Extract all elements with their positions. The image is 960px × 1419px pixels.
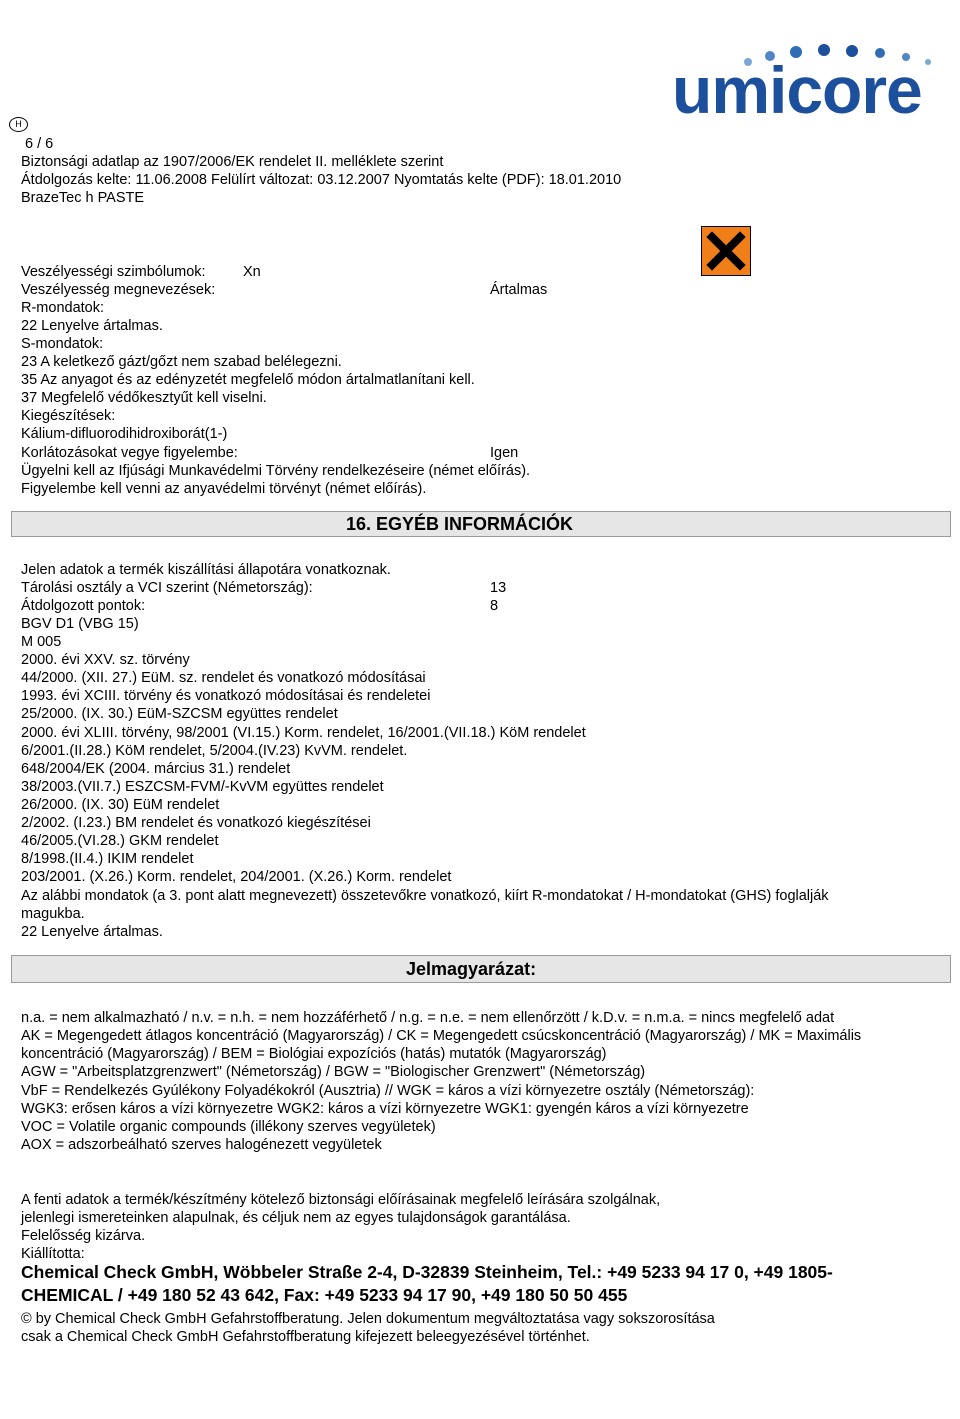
dates-line: Átdolgozás kelte: 11.06.2008 Felülírt változat: 03.12.2007 Nyomtatás kelte (PDF): 18.01.2010 — [21, 172, 622, 188]
issued-by-label: Kiállította: — [21, 1246, 85, 1262]
hazard-symbol-label: Veszélyességi szimbólumok: — [21, 264, 206, 280]
substance-name: Kálium-difluorodihidroxiborát(1-) — [21, 426, 228, 442]
page-number: 6 / 6 — [25, 136, 54, 152]
disclaimer-line: jelenlegi ismereteinken alapulnak, és céljuk nem az egyes tulajdonságok garantálása. — [21, 1210, 571, 1226]
ghs-note-continued: magukba. — [21, 906, 85, 922]
legend-line: AK = Megengedett átlagos koncentráció (Magyarország) / CK = Megengedett csúcskoncentráció (Magyarország) / MK = Maximális — [21, 1028, 862, 1044]
restrictions-value: Igen — [490, 445, 519, 461]
supplements-label: Kiegészítések: — [21, 408, 116, 424]
regulation-ref: 38/2003.(VII.7.) ESZCSM-FVM/-KvVM együttes rendelet — [21, 779, 384, 795]
regulation-ref: 648/2004/EK (2004. március 31.) rendelet — [21, 761, 291, 777]
language-badge: H — [9, 117, 28, 132]
harmful-x-icon — [701, 226, 751, 276]
revised-points-value: 8 — [490, 598, 499, 614]
s-phrases-label: S-mondatok: — [21, 336, 104, 352]
hazard-designation-label: Veszélyesség megnevezések: — [21, 282, 216, 298]
r22-phrase: 22 Lenyelve ártalmas. — [21, 924, 163, 940]
legend-line: n.a. = nem alkalmazható / n.v. = n.h. = nem hozzáférhető / n.g. = n.e. = nem ellenőrzött / k.D.v. = n.m.a. = nincs megfelelő adat — [21, 1010, 835, 1026]
s-phrase: 23 A keletkező gázt/gőzt nem szabad belélegezni. — [21, 354, 342, 370]
regulation-ref: 203/2001. (X.26.) Korm. rendelet, 204/2001. (X.26.) Korm. rendelet — [21, 869, 452, 885]
ghs-note: Az alábbi mondatok (a 3. pont alatt megnevezett) összetevőkre vonatkozó, kiírt R-mondatokat / H-mondatokat (GHS) foglalják — [21, 888, 829, 904]
legend-line: AGW = "Arbeitsplatzgrenzwert" (Németország) / BGW = "Biologischer Grenzwert" (Németország) — [21, 1064, 646, 1080]
restrictions-label: Korlátozásokat vegye figyelembe: — [21, 445, 238, 461]
copyright-line: © by Chemical Check GmbH Gefahrstoffberatung. Jelen dokumentum megváltoztatása vagy sokszorosítása — [21, 1311, 715, 1327]
s-phrase: 37 Megfelelő védőkesztyűt kell viselni. — [21, 390, 267, 406]
legend-line: koncentráció (Magyarország) / BEM = Biológiai expozíciós (hatás) mutatók (Magyarország) — [21, 1046, 607, 1062]
regulation-ref: BGV D1 (VBG 15) — [21, 616, 139, 632]
regulation-ref: 6/2001.(II.28.) KöM rendelet, 5/2004.(IV.23) KvVM. rendelet. — [21, 743, 408, 759]
r-phrases-label: R-mondatok: — [21, 300, 105, 316]
regulation-ref: 26/2000. (IX. 30) EüM rendelet — [21, 797, 220, 813]
product-name: BrazeTec h PASTE — [21, 190, 145, 206]
hazard-symbol-value: Xn — [243, 264, 261, 280]
issuer-contact: Chemical Check GmbH, Wöbbeler Straße 2-4, D-32839 Steinheim, Tel.: +49 5233 94 17 0, +49 1805- — [21, 1262, 833, 1282]
revised-points-label: Átdolgozott pontok: — [21, 598, 146, 614]
issuer-contact-continued: CHEMICAL / +49 180 52 43 642, Fax: +49 5233 94 17 90, +49 180 50 50 455 — [21, 1285, 628, 1305]
regulation-ref: 44/2000. (XII. 27.) EüM. sz. rendelet és vonatkozó módosításai — [21, 670, 426, 686]
section-16-intro: Jelen adatok a termék kiszállítási állapotára vonatkoznak. — [21, 562, 391, 578]
regulation-ref: M 005 — [21, 634, 62, 650]
youth-protection-note: Ügyelni kell az Ifjúsági Munkavédelmi Törvény rendelkezéseire (német előírás). — [21, 463, 531, 479]
s-phrase: 35 Az anyagot és az edényzetét megfelelő módon ártalmatlanítani kell. — [21, 372, 475, 388]
company-logo: umicore — [672, 53, 922, 127]
regulation-ref: 8/1998.(II.4.) IKIM rendelet — [21, 851, 194, 867]
maternity-protection-note: Figyelembe kell venni az anyavédelmi törvényt (német előírás). — [21, 481, 427, 497]
disclaimer-line: A fenti adatok a termék/készítmény kötelező biztonsági előírásainak megfelelő leírására szolgálnak, — [21, 1192, 661, 1208]
storage-class-label: Tárolási osztály a VCI szerint (Németország): — [21, 580, 313, 596]
regulation-ref: 1993. évi XCIII. törvény és vonatkozó módosításai és rendeletei — [21, 688, 431, 704]
copyright-line: csak a Chemical Check GmbH Gefahrstoffberatung kifejezett beleegyezésével történhet. — [21, 1329, 590, 1345]
section-16-title: 16. EGYÉB INFORMÁCIÓK — [346, 514, 574, 534]
regulation-ref: 25/2000. (IX. 30.) EüM-SZCSM együttes rendelet — [21, 706, 338, 722]
regulation-ref: 2/2002. (I.23.) BM rendelet és vonatkozó kiegészítései — [21, 815, 371, 831]
legend-line: VbF = Rendelkezés Gyúlékony Folyadékokról (Ausztria) // WGK = káros a vízi környezetre osztály (Németország): — [21, 1083, 755, 1099]
section-16-header — [11, 511, 951, 537]
legend-header — [11, 955, 951, 983]
hazard-designation-value: Ártalmas — [490, 282, 548, 298]
regulation-ref: 2000. évi XXV. sz. törvény — [21, 652, 190, 668]
regulation-ref: 46/2005.(VI.28.) GKM rendelet — [21, 833, 219, 849]
r-phrase: 22 Lenyelve ártalmas. — [21, 318, 163, 334]
legend-line: AOX = adszorbeálható szerves halogénezett vegyületek — [21, 1137, 382, 1153]
liability-note: Felelősség kizárva. — [21, 1228, 146, 1244]
regulation-ref: 2000. évi XLIII. törvény, 98/2001 (VI.15.) Korm. rendelet, 16/2001.(VII.18.) KöM rendelet — [21, 725, 586, 741]
storage-class-value: 13 — [490, 580, 507, 596]
regulation-line: Biztonsági adatlap az 1907/2006/EK rendelet II. melléklete szerint — [21, 154, 444, 170]
legend-title: Jelmagyarázat: — [406, 959, 537, 979]
legend-line: WGK3: erősen káros a vízi környezetre WGK2: káros a vízi környezetre WGK1: gyengén káros a vízi környezetre — [21, 1101, 749, 1117]
legend-line: VOC = Volatile organic compounds (illékony szerves vegyületek) — [21, 1119, 436, 1135]
